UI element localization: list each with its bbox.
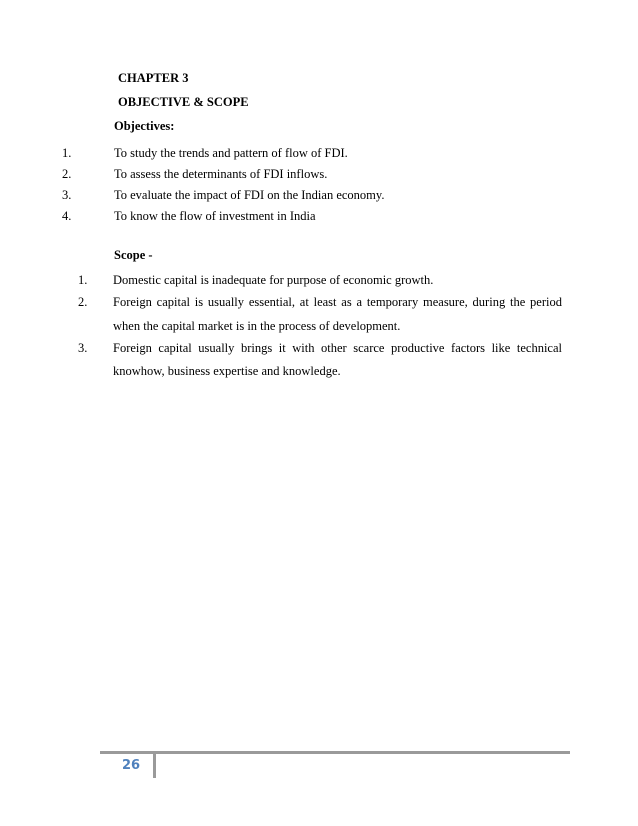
list-item-text: Foreign capital is usually essential, at least as a temporary measure, during the period	[113, 295, 562, 309]
list-item-text: To know the flow of investment in India	[114, 209, 316, 223]
list-item-number: 1.	[62, 146, 72, 160]
footer-divider	[153, 754, 156, 778]
scope-heading: Scope -	[114, 248, 153, 262]
list-item-text: Domestic capital is inadequate for purpose of economic growth.	[113, 273, 434, 287]
list-item-number: 4.	[62, 209, 72, 223]
list-item-text: To assess the determinants of FDI inflows.	[114, 167, 328, 181]
list-item-number: 2.	[62, 167, 72, 181]
objectives-heading: Objectives:	[114, 119, 175, 133]
list-item-text-continued: when the capital market is in the process of development.	[113, 319, 401, 333]
list-item-number: 3.	[78, 341, 88, 355]
chapter-label: CHAPTER 3	[118, 71, 189, 85]
list-item-number: 1.	[78, 273, 88, 287]
list-item-text-continued: knowhow, business expertise and knowledge.	[113, 364, 341, 378]
list-item-number: 2.	[78, 295, 88, 309]
page-number: 26	[122, 758, 141, 773]
list-item-text: Foreign capital usually brings it with other scarce productive factors like technical	[113, 341, 562, 355]
list-item-number: 3.	[62, 188, 72, 202]
footer-rule	[100, 751, 570, 754]
list-item-text: To evaluate the impact of FDI on the Indian economy.	[114, 188, 385, 202]
list-item-text: To study the trends and pattern of flow of FDI.	[114, 146, 348, 160]
chapter-title: OBJECTIVE & SCOPE	[118, 95, 249, 109]
